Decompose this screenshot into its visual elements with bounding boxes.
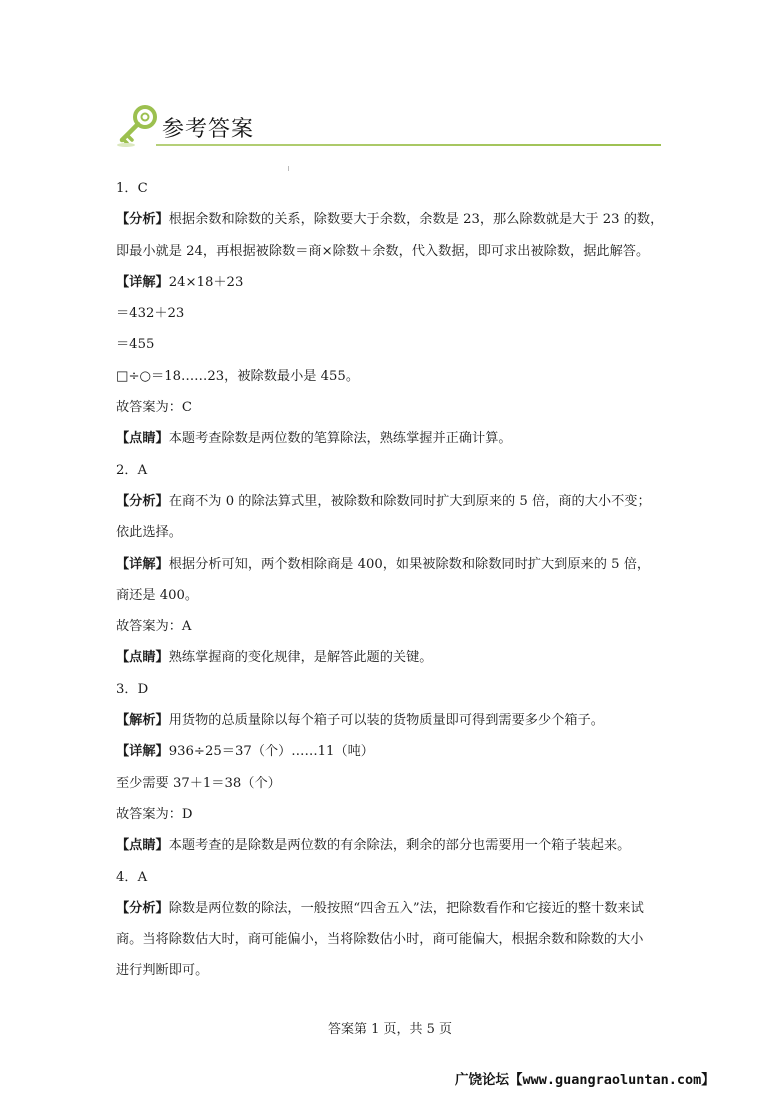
section-tag: 【解析】 (116, 713, 169, 729)
site-watermark: 广饶论坛【www.guangraoluntan.com】 (455, 1072, 715, 1088)
section-tag: 【点睛】 (116, 838, 169, 854)
text-line (116, 680, 666, 711)
line-text: 3．D (116, 681, 149, 697)
text-line (116, 617, 666, 648)
line-text: 2．A (116, 462, 148, 478)
line-text: 24×18＋23 (168, 274, 244, 290)
line-text: 在商不为 0 的除法算式里，被除数和除数同时扩大到原来的 5 倍，商的大小不变； (168, 493, 651, 509)
key-icon (116, 102, 162, 148)
line-text: 用货物的总质量除以每个箱子可以装的货物质量即可得到需要多少个箱子。 (168, 713, 604, 729)
section-tag: 【点睛】 (116, 650, 169, 666)
answer-content (116, 179, 666, 993)
section-tag: 【详解】 (116, 274, 169, 290)
text-line (116, 335, 666, 366)
answer-header (116, 100, 661, 150)
line-text: 故答案为：C (116, 400, 193, 416)
line-text: ＝455 (116, 337, 155, 353)
line-text: 1．C (116, 181, 148, 196)
section-tag: 【详解】 (116, 744, 169, 760)
text-line (116, 742, 666, 773)
tick-mark (288, 166, 289, 171)
line-text: 根据余数和除数的关系，除数要大于余数，余数是 23，那么除数就是大于 23 的数， (168, 212, 664, 228)
line-text: 除数是两位数的除法，一般按照“四舍五入”法，把除数看作和它接近的整十数来试 (168, 900, 644, 916)
text-line (116, 774, 666, 805)
page-number: 答案第 1 页，共 5 页 (327, 1022, 453, 1037)
line-text: 商还是 400。 (116, 587, 199, 603)
line-text: 本题考查除数是两位数的笔算除法，熟练掌握并正确计算。 (168, 431, 512, 447)
line-text: 本题考查的是除数是两位数的有余除法，剩余的部分也需要用一个箱子装起来。 (168, 838, 631, 854)
text-line (116, 461, 666, 492)
line-text: 即最小就是 24，再根据被除数＝商×除数＋余数，代入数据，即可求出被除数，据此解答。 (116, 243, 650, 259)
text-line (116, 555, 666, 586)
text-line (116, 648, 666, 679)
line-text: 商。当将除数估大时，商可能偏小，当将除数估小时，商可能偏大，根据余数和除数的大小 (116, 932, 644, 948)
text-line (116, 429, 666, 460)
text-line (116, 273, 666, 304)
text-line (116, 398, 666, 429)
text-line (116, 930, 666, 961)
text-line (116, 523, 666, 554)
section-tag: 【点睛】 (116, 431, 169, 447)
page-title: 参考答案 (162, 117, 255, 142)
text-line (116, 179, 666, 210)
line-text: ＝432＋23 (116, 306, 185, 322)
line-text: 936÷25＝37（个）……11（吨） (168, 744, 374, 760)
line-text: 至少需要 37＋1＝38（个） (116, 775, 281, 791)
text-line (116, 492, 666, 523)
text-line (116, 304, 666, 335)
line-text: 故答案为：A (116, 619, 192, 635)
text-line (116, 367, 666, 398)
text-line (116, 868, 666, 899)
section-tag: 【详解】 (116, 556, 169, 572)
line-text: 根据分析可知，两个数相除商是 400，如果被除数和除数同时扩大到原来的 5 倍， (168, 556, 651, 572)
line-text: 故答案为：D (116, 806, 193, 822)
section-tag: 【分析】 (116, 212, 169, 228)
text-line (116, 961, 666, 992)
text-line (116, 899, 666, 930)
line-text: 进行判断即可。 (116, 963, 209, 979)
line-text: 熟练掌握商的变化规律，是解答此题的关键。 (168, 650, 433, 666)
text-line (116, 805, 666, 836)
line-text: □÷○＝18……23，被除数最小是 455。 (116, 368, 360, 384)
text-line (116, 586, 666, 617)
text-line (116, 242, 666, 273)
text-line (116, 711, 666, 742)
line-text: 4．A (116, 869, 148, 885)
section-tag: 【分析】 (116, 493, 169, 509)
section-tag: 【分析】 (116, 900, 169, 916)
line-text: 依此选择。 (116, 525, 182, 541)
text-line (116, 836, 666, 867)
text-line (116, 210, 666, 241)
title-underline (156, 144, 661, 146)
